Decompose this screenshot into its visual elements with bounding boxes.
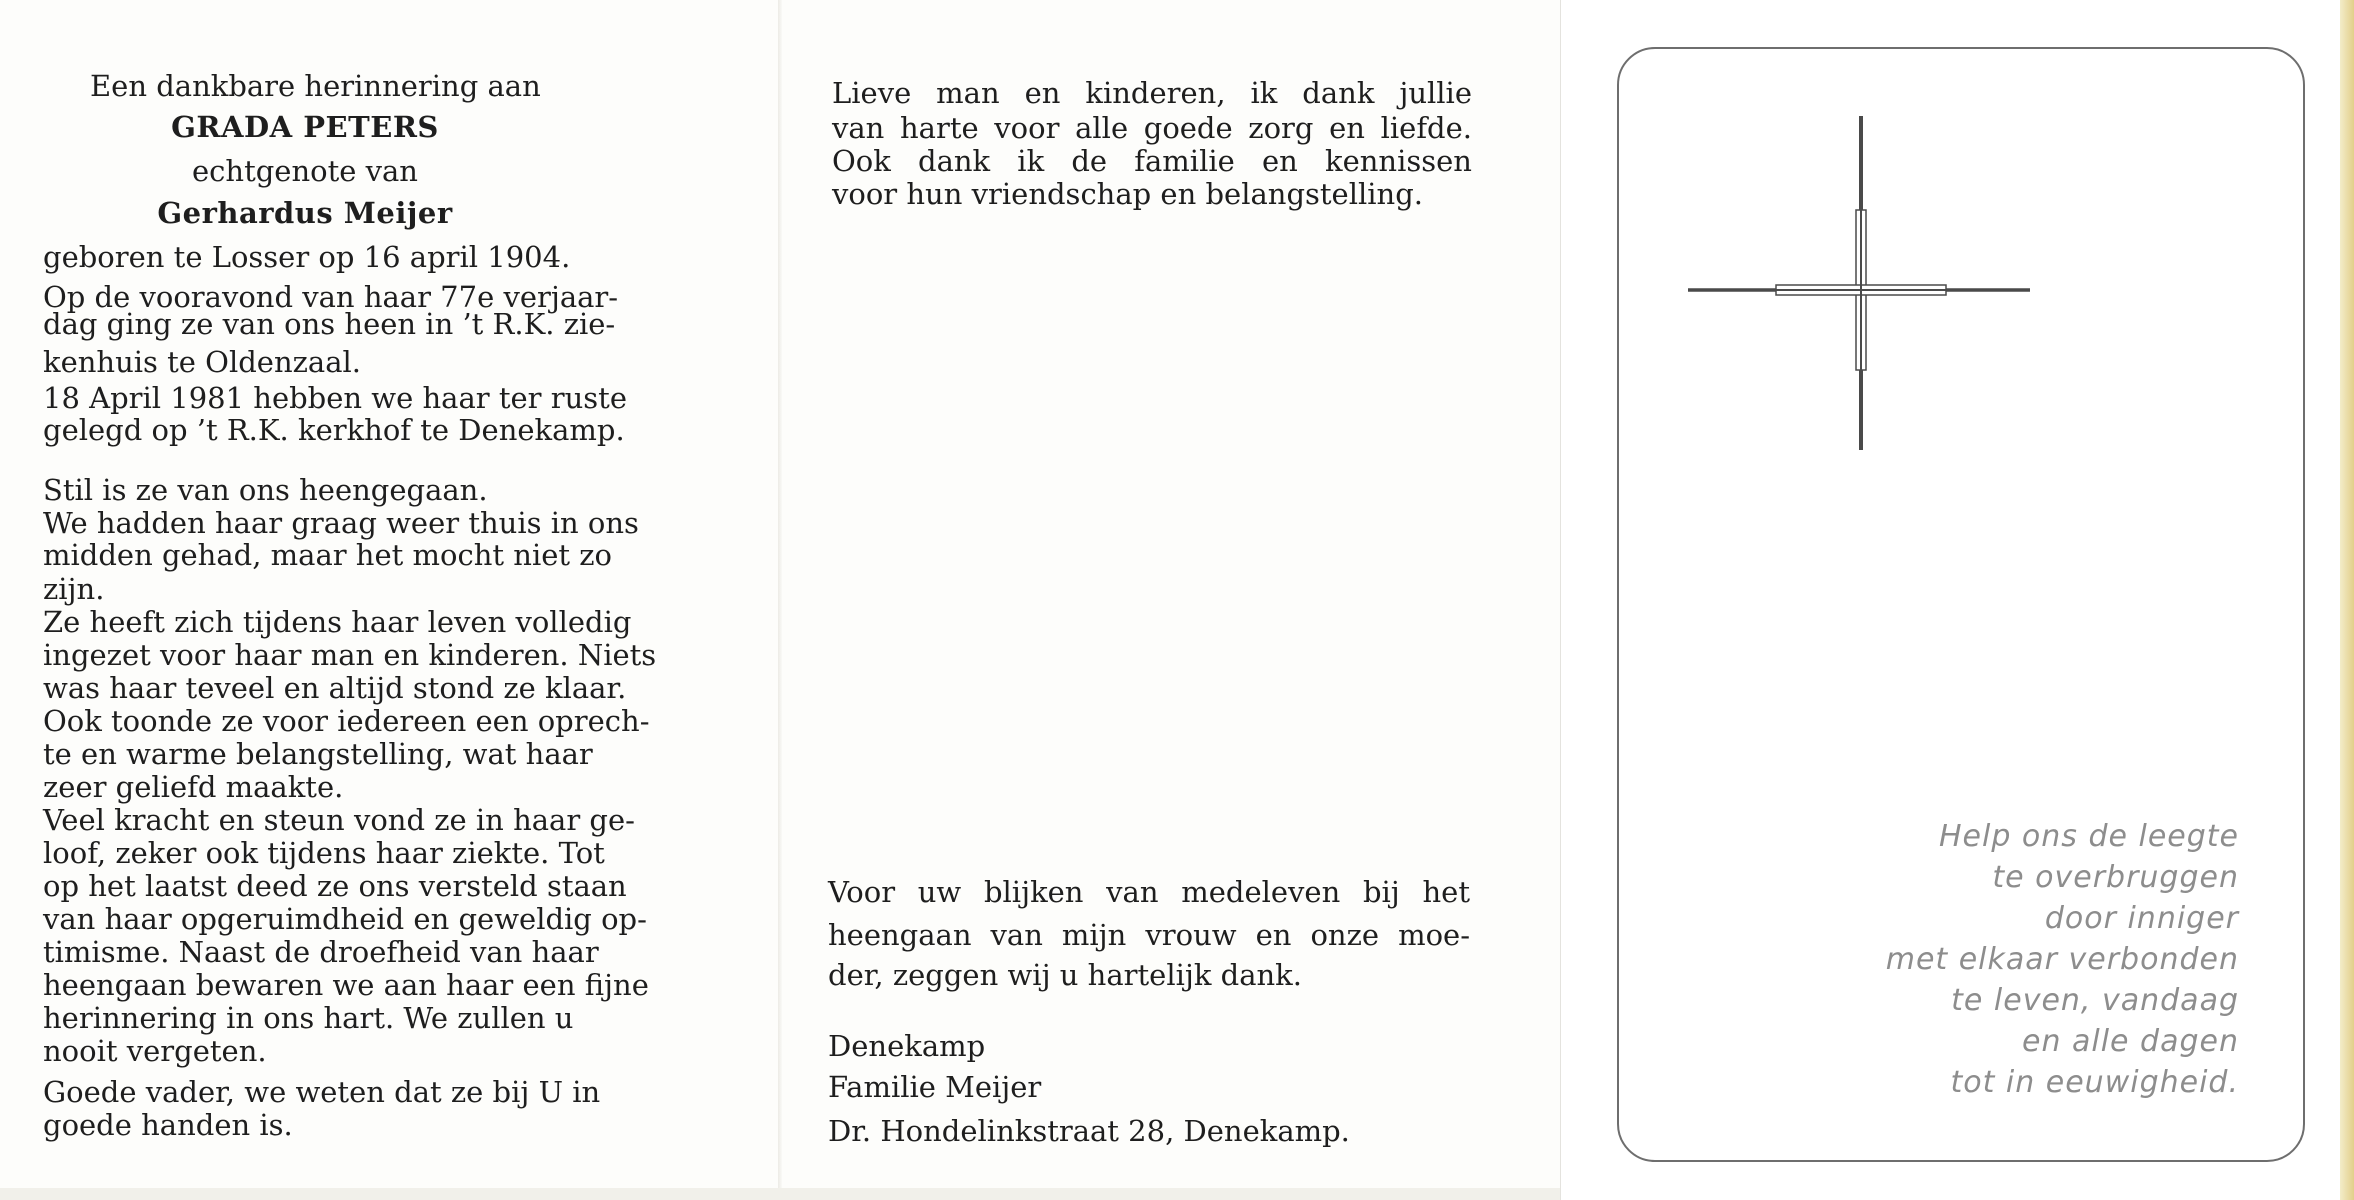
- para2-line: nooit vergeten.: [43, 1034, 267, 1068]
- thanks-family-line: voor hun vriendschap en belangstelling.: [832, 177, 1424, 211]
- para2-line: loof, zeker ook tijdens haar ziekte. Tot: [43, 836, 605, 870]
- para1-line: dag ging ze van ons heen in ’t R.K. zie-: [43, 307, 616, 341]
- para2-line: timisme. Naast de droefheid van haar: [43, 935, 599, 969]
- thanks-sympathy-line: der, zeggen wij u hartelijk dank.: [828, 958, 1302, 992]
- para1-line: Op de vooravond van haar 77e verjaar-: [43, 280, 619, 314]
- thanks-family-line: van harte voor alle goede zorg en liefde.: [832, 111, 1472, 145]
- para1-line: 18 April 1981 hebben we haar ter ruste: [43, 381, 627, 415]
- spouse-name: Gerhardus Meijer: [157, 196, 453, 230]
- para2-line: zeer geliefd maakte.: [43, 770, 344, 804]
- para2-line: op het laatst deed ze ons versteld staan: [43, 869, 627, 903]
- poem-line: te leven, vandaag: [1951, 983, 2239, 1018]
- intro-line: Een dankbare herinnering aan: [90, 69, 541, 103]
- bottom-edge: [0, 1188, 1560, 1200]
- para1-line: gelegd op ’t R.K. kerkhof te Denekamp.: [43, 413, 625, 447]
- poem-line: en alle dagen: [2022, 1024, 2239, 1059]
- poem-line: te overbruggen: [1992, 860, 2239, 895]
- signature-family: Familie Meijer: [828, 1070, 1042, 1104]
- para2-line: Ook toonde ze voor iedereen een oprech-: [43, 704, 650, 738]
- para2-line: was haar teveel en altijd stond ze klaar.: [43, 671, 627, 705]
- signature-address: Dr. Hondelinkstraat 28, Denekamp.: [828, 1114, 1350, 1148]
- spouse-prefix: echtgenote van: [192, 154, 418, 188]
- para2-line: heengaan bewaren we aan haar een fijne: [43, 968, 649, 1002]
- para2-line: Ze heeft zich tijdens haar leven volledig: [43, 605, 632, 639]
- thanks-sympathy-line: heengaan van mijn vrouw en onze moe-: [828, 918, 1470, 952]
- poem-line: Help ons de leegte: [1938, 819, 2239, 854]
- thanks-family-line: Lieve man en kinderen, ik dank jullie: [832, 76, 1472, 110]
- fold-line: [778, 0, 782, 1200]
- poem-line: tot in eeuwigheid.: [1950, 1065, 2239, 1100]
- poem-line: door inniger: [2044, 901, 2239, 936]
- para2-line: We hadden haar graag weer thuis in ons: [43, 506, 639, 540]
- poem-line: met elkaar verbonden: [1885, 942, 2239, 977]
- para2-line: herinnering in ons hart. We zullen u: [43, 1001, 574, 1035]
- cross-icon: [1680, 110, 2040, 470]
- para2-line: midden gehad, maar het mocht niet zo: [43, 538, 612, 572]
- para2-line: zijn.: [43, 572, 105, 606]
- para1-line: kenhuis te Oldenzaal.: [43, 345, 361, 379]
- thanks-sympathy-line: Voor uw blijken van medeleven bij het: [828, 875, 1470, 909]
- para2-line: ingezet voor haar man en kinderen. Niets: [43, 638, 657, 672]
- para2-line: Stil is ze van ons heengegaan.: [43, 473, 488, 507]
- deceased-name: GRADA PETERS: [171, 110, 439, 144]
- para2-line: Veel kracht en steun vond ze in haar ge-: [43, 803, 635, 837]
- birth-line: geboren te Losser op 16 april 1904.: [43, 240, 571, 274]
- card-edge: [2340, 0, 2354, 1200]
- para2-line: Goede vader, we weten dat ze bij U in: [43, 1075, 601, 1109]
- para2-line: te en warme belangstelling, wat haar: [43, 737, 593, 771]
- para2-line: van haar opgeruimdheid en geweldig op-: [43, 902, 647, 936]
- para2-line: goede handen is.: [43, 1108, 293, 1142]
- signature-place: Denekamp: [828, 1029, 986, 1063]
- thanks-family-line: Ook dank ik de familie en kennissen: [832, 144, 1472, 178]
